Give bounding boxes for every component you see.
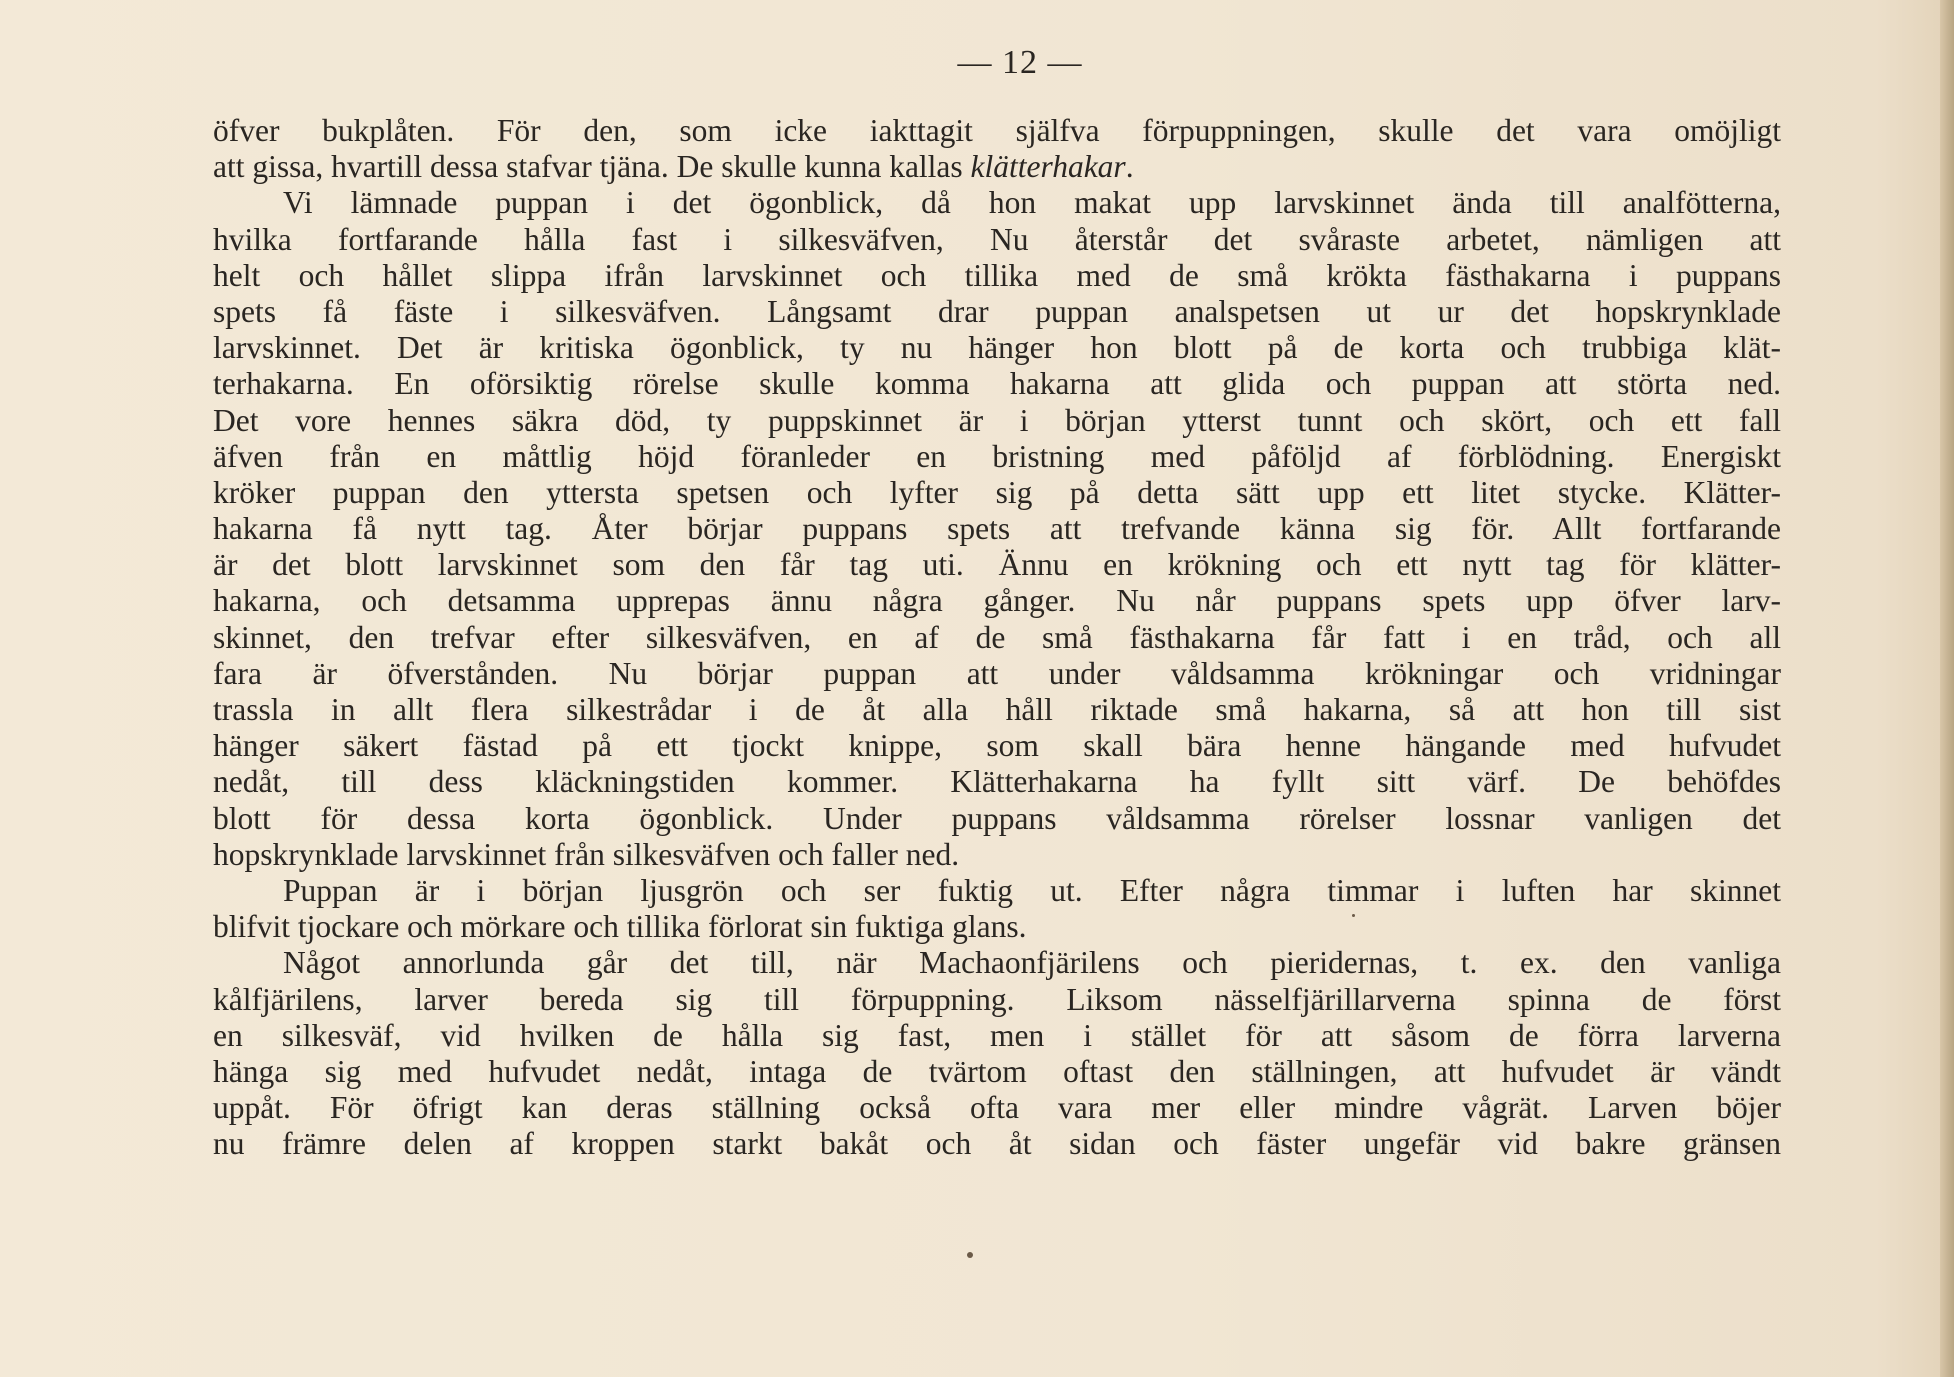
text-line: nu främre delen af kroppen starkt bakåt och åt sidan och fäster ungefär vid bakre gränsen	[213, 1126, 1781, 1162]
text-line: helt och hållet slippa ifrån larvskinnet och tillika med de små krökta fästhakarna i puppans	[213, 257, 1781, 293]
text-line: fara är öfverstånden. Nu börjar puppan att under våldsamma krökningar och vridningar	[213, 655, 1781, 691]
text-line: Något annorlunda går det till, när Machaonfjärilens och pieridernas, t. ex. den vanliga	[283, 945, 1781, 981]
text-line: Det vore hennes säkra död, ty puppskinnet är i början ytterst tunnt och skört, och ett fall	[213, 402, 1781, 438]
text-line: spets få fäste i silkesväfven. Långsamt drar puppan analspetsen ut ur det hopskrynklade	[213, 293, 1781, 329]
text-line: larvskinnet. Det är kritiska ögonblick, ty nu hänger hon blott på de korta och trubbiga klät-	[213, 330, 1781, 366]
text-line: skinnet, den trefvar efter silkesväfven, en af de små fästhakarna får fatt i en tråd, och all	[213, 619, 1781, 655]
body-text	[213, 113, 1781, 1162]
text-line: att gissa, hvartill dessa stafvar tjäna. De skulle kunna kallas klätterhakar.	[213, 149, 1134, 185]
text-line: trassla in allt flera silkestrådar i de åt alla håll riktade små hakarna, så att hon till sist	[213, 692, 1781, 727]
text-line: hvilka fortfarande hålla fast i silkesväfven, Nu återstår det svåraste arbetet, nämligen att	[213, 221, 1781, 257]
text-line: hakarna få nytt tag. Åter börjar puppans spets att trefvande känna sig för. Allt fortfarande	[213, 511, 1781, 547]
text-line: kröker puppan den yttersta spetsen och lyfter sig på detta sätt upp ett litet stycke. Klätter-	[213, 474, 1781, 510]
paper-speck	[967, 1252, 973, 1258]
text-line: hakarna, och detsamma upprepas ännu några gånger. Nu når puppans spets upp öfver larv-	[213, 583, 1781, 619]
text-line: hänga sig med hufvudet nedåt, intaga de tvärtom oftast den ställningen, att hufvudet är vändt	[213, 1053, 1781, 1089]
text-line: hopskrynklade larvskinnet från silkesväfven och faller ned.	[213, 836, 960, 872]
text-line: är det blott larvskinnet som den får tag uti. Ännu en krökning och ett nytt tag för klätter-	[213, 547, 1781, 583]
text-line: en silkesväf, vid hvilken de hålla sig fast, men i stället för att såsom de förra larverna	[213, 1017, 1781, 1053]
page-number: — 12 —	[957, 44, 1083, 81]
text-line: terhakarna. En oförsiktig rörelse skulle komma hakarna att glida och puppan att störta ned.	[213, 366, 1781, 402]
italic-term: klätterhakar	[970, 149, 1126, 185]
text-line: hänger säkert fästad på ett tjockt knippe, som skall bära henne hängande med hufvudet	[213, 728, 1781, 764]
text-line: kålfjärilens, larver bereda sig till förpuppning. Liksom nässelfjärillarverna spinna de först	[213, 981, 1781, 1017]
text-line: blifvit tjockare och mörkare och tillika förlorat sin fuktiga glans.	[213, 909, 1027, 945]
text-line: blott för dessa korta ögonblick. Under puppans våldsamma rörelser lossnar vanligen det	[213, 800, 1781, 836]
paper-speck	[1352, 914, 1355, 917]
text-line: Puppan är i början ljusgrön och ser fuktig ut. Efter några timmar i luften har skinnet	[283, 872, 1781, 908]
page-edge	[1940, 0, 1954, 1377]
text-line: nedåt, till dess kläckningstiden kommer. Klätterhakarna ha fyllt sitt värf. De behöfdes	[213, 764, 1781, 800]
text-line: uppåt. För öfrigt kan deras ställning också ofta vara mer eller mindre vågrät. Larven böjer	[213, 1090, 1781, 1126]
text-line: äfven från en måttlig höjd föranleder en bristning med påföljd af förblödning. Energiskt	[213, 438, 1781, 474]
text-line: Vi lämnade puppan i det ögonblick, då hon makat upp larvskinnet ända till analfötterna,	[283, 185, 1781, 221]
text-line: öfver bukplåten. För den, som icke iakttagit själfva förpuppningen, skulle det vara omöjligt	[213, 113, 1781, 148]
